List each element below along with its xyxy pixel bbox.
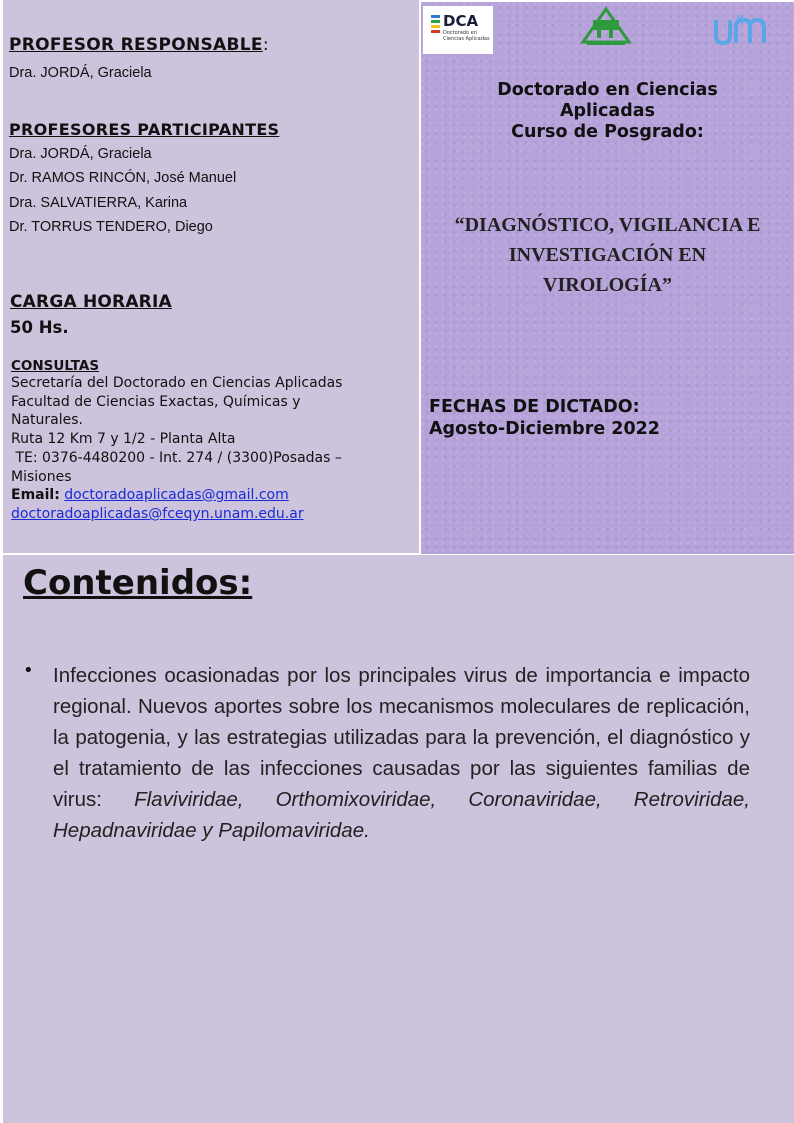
course-title-line: INVESTIGACIÓN EN [508,244,707,266]
email-link-unam[interactable]: doctoradoaplicadas@fceqyn.unam.edu.ar [11,506,304,522]
email-line-2 [11,506,304,522]
bullet-icon: • [23,660,34,681]
email-label: Email: [11,487,60,503]
profesores-participantes-heading: PROFESORES PARTICIPANTES [9,120,280,139]
fceqyn-logo [579,6,633,46]
dca-logo-bars [431,15,440,35]
heading-colon: : [262,35,269,55]
bullet-italic-text: Flaviviridae, Orthomixoviridae, Coronaviridae, Retroviridae, Hepadnaviridae y Papilomaviridae. [53,788,750,842]
consultas-line-1: Secretaría del Doctorado en Ciencias Aplicadas [11,375,343,391]
consultas-line-5: TE: 0376-4480200 - Int. 274 / (3300)Posadas – [11,450,342,466]
program-title [421,80,794,143]
course-title-line: VIROLOGÍA” [543,274,672,296]
contenidos-bullet-text [53,660,750,846]
carga-horaria-heading: CARGA HORARIA [10,292,172,312]
contenidos-bullet [23,660,750,846]
profesor-responsable-heading [9,35,269,55]
email-line-1 [11,487,289,503]
program-title-line: Aplicadas [559,101,655,121]
contenidos-heading: Contenidos: [23,563,253,603]
consultas-line-2: Facultad de Ciencias Exactas, Químicas y [11,394,301,410]
participante-4: Dr. TORRUS TENDERO, Diego [9,219,213,235]
email-link-gmail[interactable]: doctoradoaplicadas@gmail.com [64,487,289,503]
participante-2: Dr. RAMOS RINCÓN, José Manuel [9,170,237,186]
carga-horaria-value: 50 Hs. [10,318,69,337]
fechas-value: Agosto-Diciembre 2022 [429,419,660,439]
participante-1: Dra. JORDÁ, Graciela [9,146,152,162]
dca-logo-text: DCA [443,12,479,30]
dca-logo-subtext: Doctorado en Ciencias Aplicadas [443,30,490,42]
consultas-line-4: Ruta 12 Km 7 y 1/2 - Planta Alta [11,431,236,447]
course-title-line: “DIAGNÓSTICO, VIGILANCIA E [454,214,761,236]
program-title-line: Doctorado en Ciencias [497,80,718,100]
unam-logo [712,12,782,46]
consultas-heading: CONSULTAS [11,358,100,374]
profesor-responsable-label: PROFESOR RESPONSABLE [9,35,263,55]
course-title [421,210,794,300]
dca-logo [423,6,493,54]
participante-3: Dra. SALVATIERRA, Karina [9,195,188,211]
profesor-responsable-name: Dra. JORDÁ, Graciela [9,65,152,81]
consultas-line-6: Misiones [11,469,72,485]
bullet-plain-text: Infecciones ocasionadas por los principales virus de importancia e impacto regional. Nuevos aportes sobre los mecanismos moleculares de replicación, la patogenia, y las estrategias utilizadas para la prevención, el diagnóstico y el tratamiento de las infecciones causadas por las siguientes familias de virus: [53,664,750,811]
consultas-line-3: Naturales. [11,412,83,428]
fechas-heading: FECHAS DE DICTADO: [429,397,640,417]
program-title-line: Curso de Posgrado: [511,122,704,142]
fechas-block [429,396,660,440]
